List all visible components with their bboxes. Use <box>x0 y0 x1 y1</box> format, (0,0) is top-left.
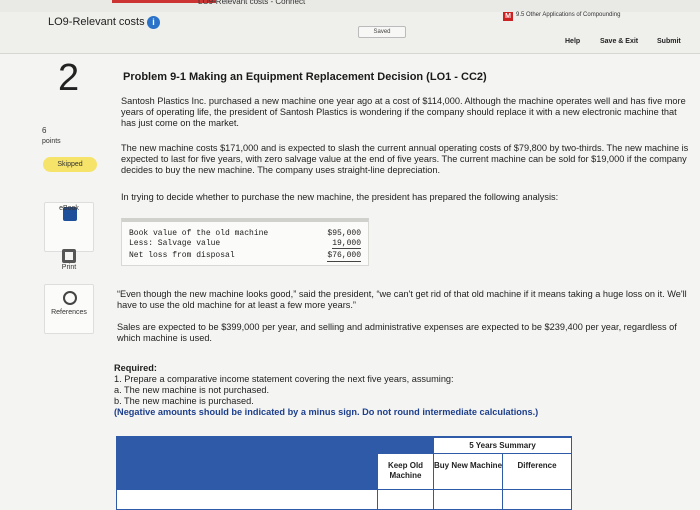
required-heading: Required: <box>114 363 157 373</box>
requirement-1b: b. The new machine is purchased. <box>114 396 254 406</box>
table-label-header <box>117 454 377 489</box>
requirement-1: 1. Prepare a comparative income statement covering the next five years, assuming: <box>114 374 454 384</box>
extension-link[interactable]: 9.5 Other Applications of Compounding <box>516 12 621 18</box>
buy-new-machine-label: Buy New Machine <box>434 461 503 470</box>
analysis-label: Book value of the old machine <box>129 229 269 238</box>
five-years-summary-header: 5 Years Summary <box>433 438 571 454</box>
president-analysis-table <box>121 218 369 266</box>
requirement-1a: a. The new machine is not purchased. <box>114 385 270 395</box>
keep-old-machine-header <box>377 454 433 489</box>
difference-label: Difference <box>517 461 557 470</box>
browser-tab-strip <box>0 0 700 12</box>
difference-input-cell[interactable] <box>502 490 571 510</box>
required-section <box>114 363 674 418</box>
help-button[interactable]: Help <box>565 38 581 45</box>
extension-m-icon[interactable]: M <box>503 12 513 21</box>
problem-paragraph-2: The new machine costs $171,000 and is expected to slash the current annual operating costs of $79,800 by two-thirds. The new machine is expected to last for five years, with zero salvage value at the end of five years. The current machine can be sold for $19,000 if the company decides to buy the new machine. The company uses straight-line depreciation. <box>121 143 689 175</box>
assignment-header <box>0 12 700 54</box>
keep-old-machine-label: Keep Old Machine <box>387 461 424 480</box>
save-exit-button[interactable]: Save & Exit <box>600 38 639 45</box>
question-number: 2 <box>58 57 80 99</box>
points-value: 6 <box>42 126 47 135</box>
problem-paragraph-1: Santosh Plastics Inc. purchased a new machine one year ago at a cost of $114,000. Although the machine operates well and has five more years of operating life, the president of Santosh Plastics is wondering if the company should replace it with a new electronic machine that has just come on the market. <box>121 96 686 128</box>
analysis-value: $76,000 <box>327 251 361 260</box>
analysis-row <box>129 239 361 249</box>
analysis-value: 19,000 <box>332 239 361 248</box>
requirement-note: (Negative amounts should be indicated by a minus sign. Do not round intermediate calculations.) <box>114 407 539 417</box>
assignment-title: LO9-Relevant costs <box>48 16 145 28</box>
analysis-value: $95,000 <box>327 229 361 238</box>
points-label: points <box>42 138 61 145</box>
saved-indicator: Saved <box>358 26 406 38</box>
analysis-label: Less: Salvage value <box>129 239 221 248</box>
references-label: References <box>51 309 87 316</box>
print-label: Print <box>61 264 77 271</box>
submit-button[interactable]: Submit <box>657 38 681 45</box>
browser-tab-title[interactable]: LO9-Relevant costs - Connect <box>198 0 306 6</box>
info-icon[interactable]: i <box>147 16 160 29</box>
problem-title: Problem 9-1 Making an Equipment Replacement Decision (LO1 - CC2) <box>123 71 487 83</box>
references-icon <box>63 291 77 305</box>
buy-new-machine-header <box>433 454 502 489</box>
ebook-label: eBook <box>59 205 79 212</box>
sales-paragraph: Sales are expected to be $399,000 per year, and selling and administrative expenses are expected to be $239,400 per year, regardless of which machine is used. <box>117 322 677 343</box>
status-badge: Skipped <box>43 157 97 172</box>
buy-new-input-cell[interactable] <box>433 490 502 510</box>
president-quote: “Even though the new machine looks good,” said the president, “we can't get rid of that old machine if it means taking a huge loss on it. We'll have to use the old machine for at least a few more years.” <box>117 289 687 310</box>
analysis-row <box>129 229 361 239</box>
printer-icon <box>62 249 76 263</box>
keep-old-input-cell[interactable] <box>377 490 433 510</box>
references-button[interactable] <box>44 284 94 334</box>
income-statement-table <box>116 436 572 510</box>
problem-paragraph-3: In trying to decide whether to purchase the new machine, the president has prepared the following analysis: <box>121 192 559 202</box>
difference-header <box>502 454 571 489</box>
analysis-label: Net loss from disposal <box>129 251 235 260</box>
analysis-row <box>129 251 361 261</box>
